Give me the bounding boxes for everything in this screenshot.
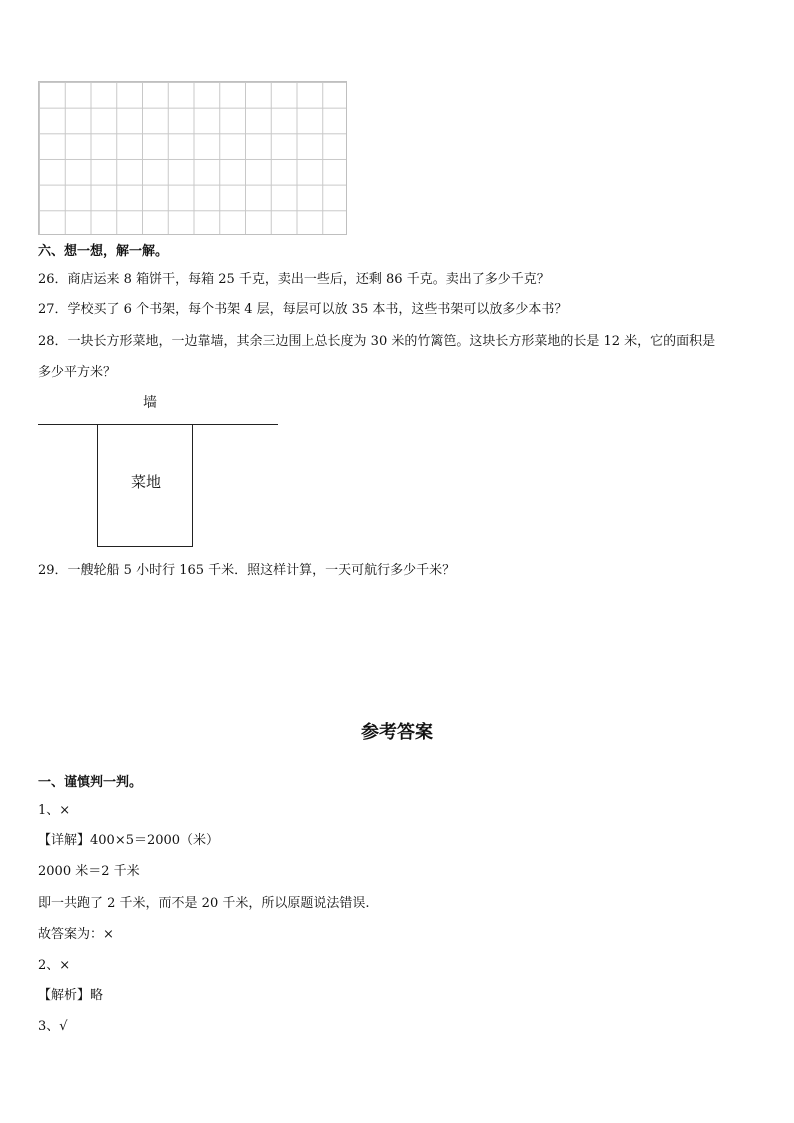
answer-1-detail: 【详解】400×5＝2000（米） xyxy=(38,833,220,848)
answer-2: 2、× xyxy=(38,958,71,973)
answer-1: 1、× xyxy=(38,803,71,818)
answer-section-heading-1: 一、谨慎判一判。 xyxy=(38,775,143,790)
answer-1-conclusion: 故答案为：× xyxy=(38,927,114,942)
question-26: 26．商店运来 8 箱饼干，每箱 25 千克，卖出一些后，还剩 86 千克。卖出了多少千克？ xyxy=(38,272,550,287)
practice-grid xyxy=(38,81,347,235)
answer-3: 3、√ xyxy=(38,1019,68,1034)
answer-key-title: 参考答案 xyxy=(361,722,433,743)
wall-label: 墙 xyxy=(143,395,157,411)
vegetable-field-label: 菜地 xyxy=(131,473,162,491)
question-28-line-1: 28．一块长方形菜地，一边靠墙，其余三边围上总长度为 30 米的竹篱笆。这块长方形菜地的长是 12 米，它的面积是 xyxy=(38,334,716,349)
answer-2-analysis: 【解析】略 xyxy=(38,988,104,1003)
section-heading-6: 六、想一想，解一解。 xyxy=(38,244,169,259)
answer-1-conversion: 2000 米＝2 千米 xyxy=(38,864,140,879)
answer-1-explanation: 即一共跑了 2 千米，而不是 20 千米，所以原题说法错误. xyxy=(38,896,370,911)
question-27: 27．学校买了 6 个书架，每个书架 4 层，每层可以放 35 本书，这些书架可以放多少本书？ xyxy=(38,302,568,317)
question-29: 29．一艘轮船 5 小时行 165 千米．照这样计算，一天可航行多少千米？ xyxy=(38,563,456,578)
question-28-line-2: 多少平方米？ xyxy=(38,365,117,380)
